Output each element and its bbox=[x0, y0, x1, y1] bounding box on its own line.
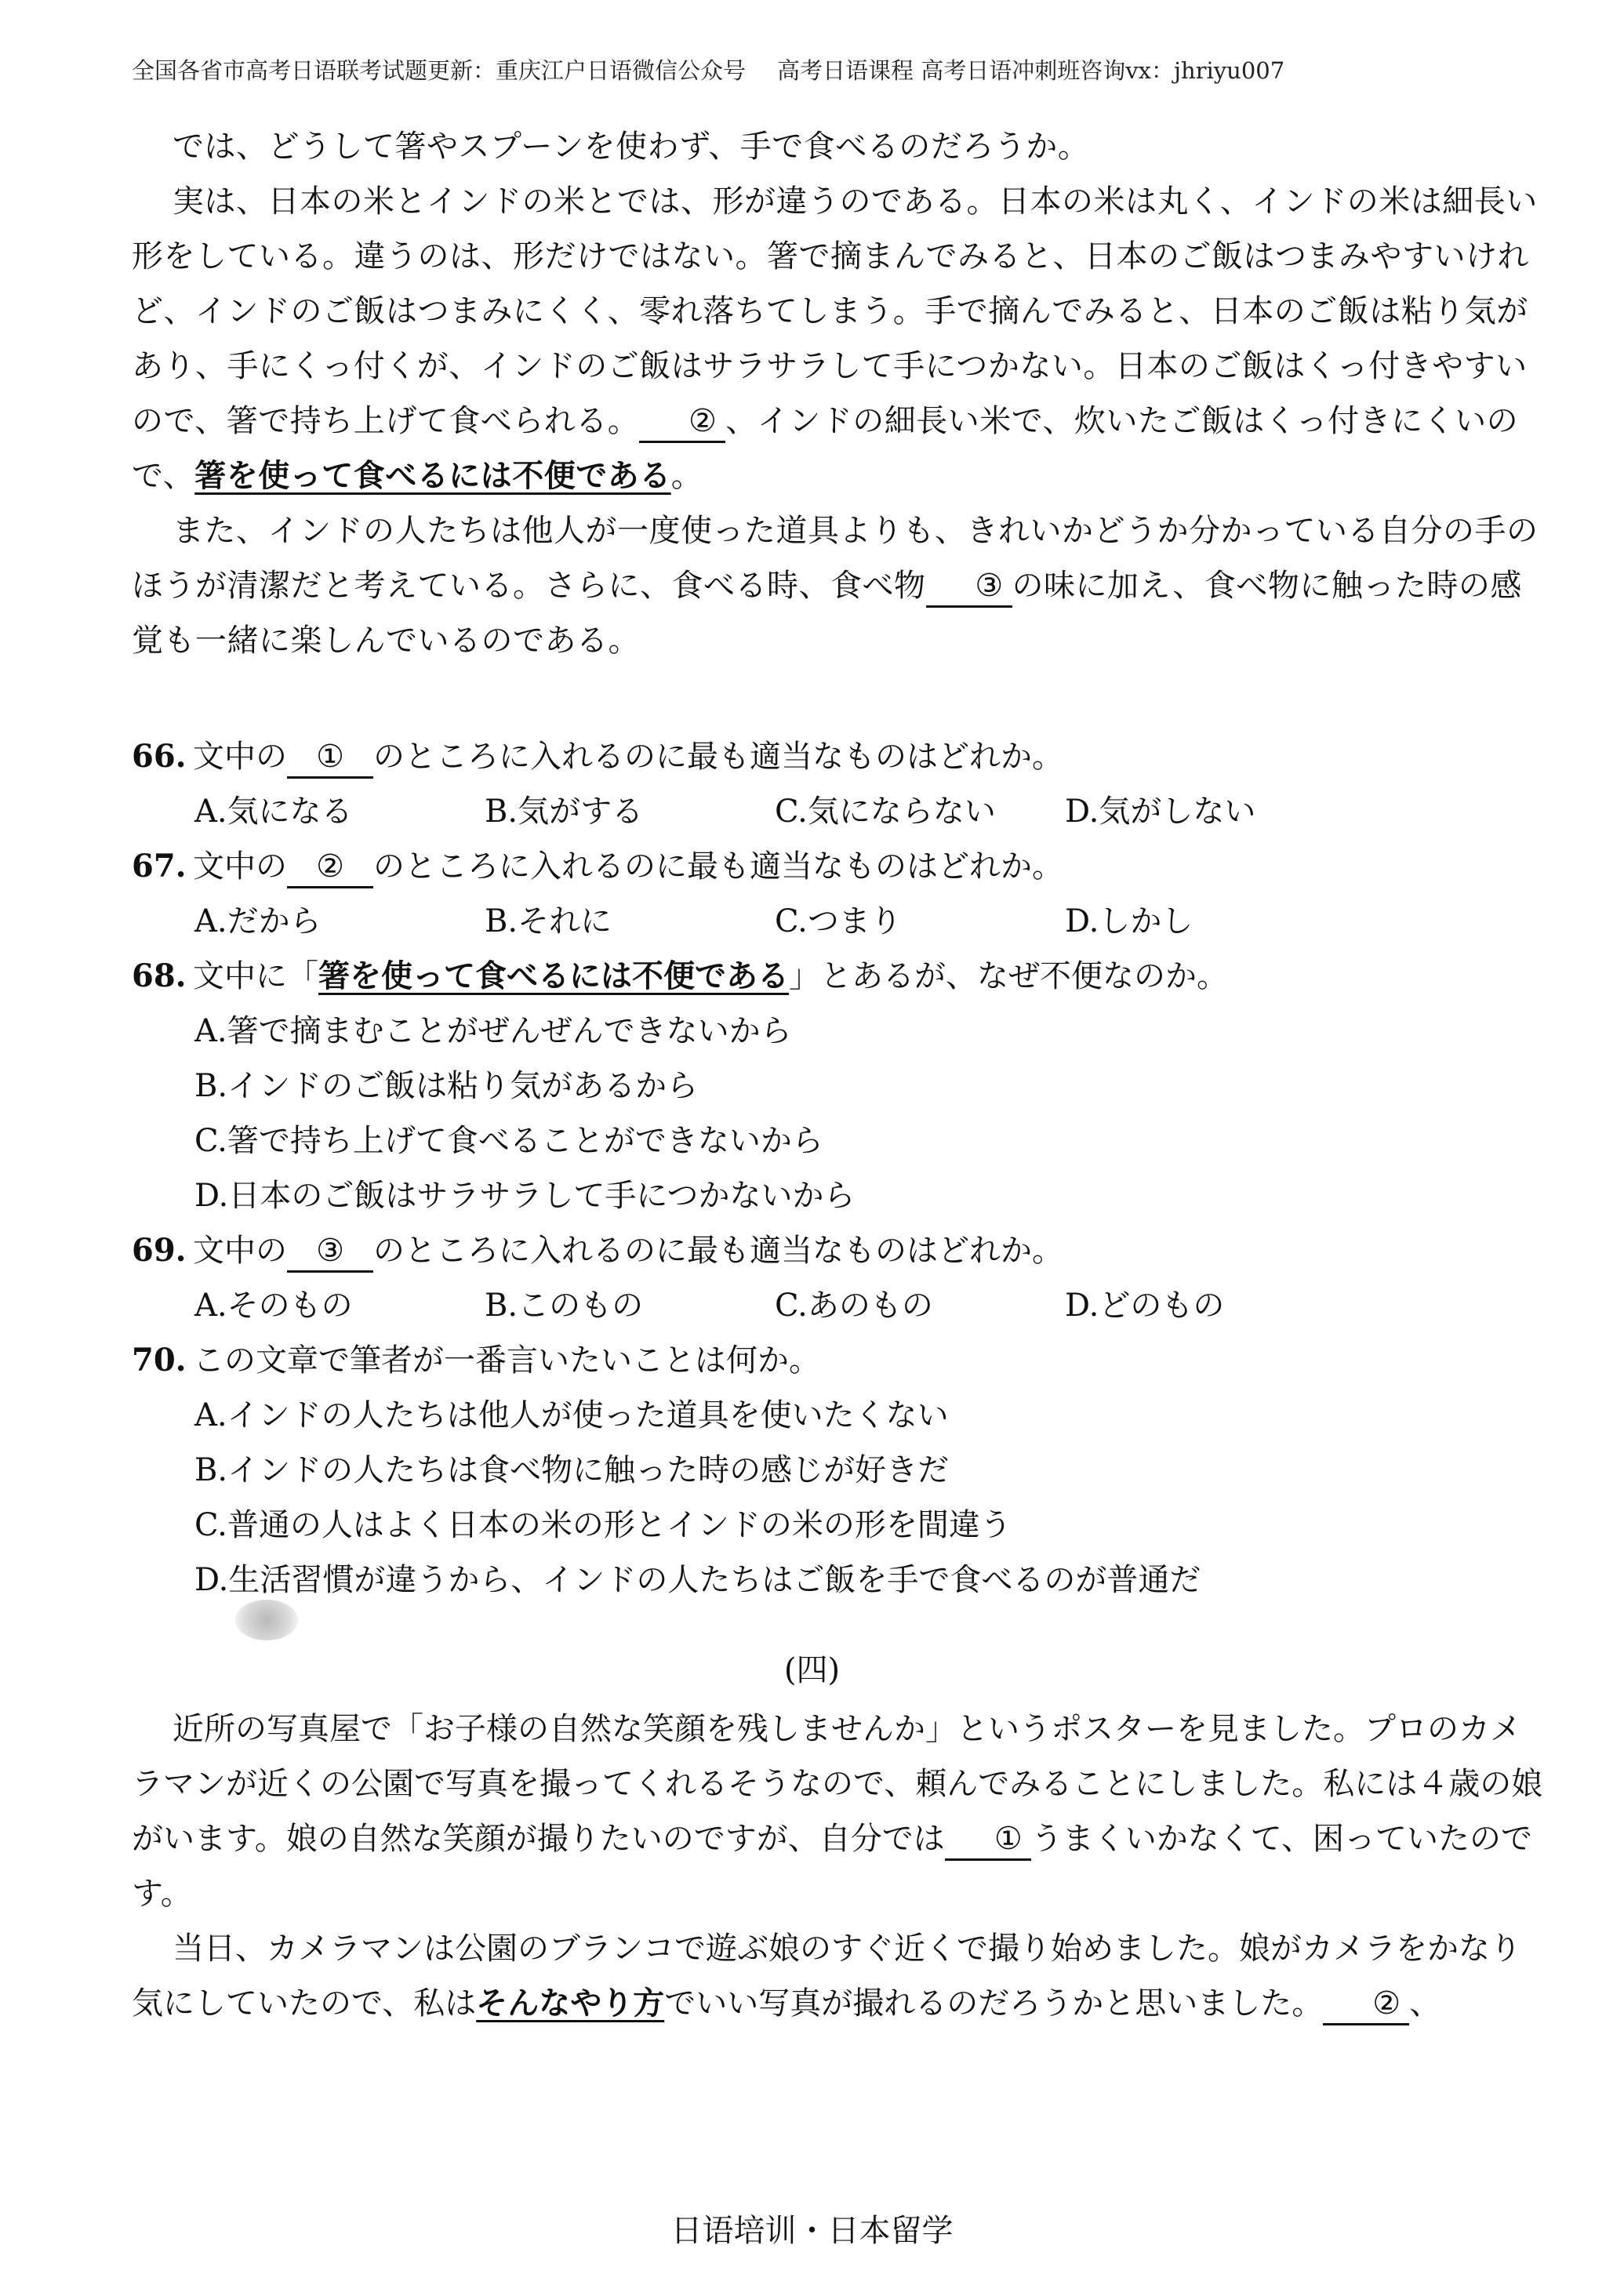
question-blank: ① bbox=[287, 737, 373, 779]
underlined-phrase: 箸を使って食べるには不便である bbox=[194, 457, 671, 494]
question-67-options bbox=[132, 894, 1543, 949]
option-a[interactable]: A.気になる bbox=[194, 794, 353, 830]
section-title: (四) bbox=[783, 1652, 841, 1688]
question-number: 67. bbox=[132, 848, 187, 885]
option-b[interactable]: B.インドのご飯は粘り気があるから bbox=[194, 1068, 699, 1104]
question-blank: ② bbox=[287, 847, 373, 888]
page-footer: 日语培训・日本留学 bbox=[670, 2213, 954, 2249]
question-text: 文中の ② のところに入れるのに最も適当なものはどれか。 bbox=[193, 839, 1063, 894]
question-list bbox=[132, 729, 1543, 1608]
option-d[interactable]: D.どのもの bbox=[1065, 1288, 1225, 1324]
option-c[interactable]: C.気にならない bbox=[775, 794, 996, 830]
underlined-phrase: そんなやり方 bbox=[476, 1985, 665, 2022]
question-68 bbox=[132, 949, 1543, 1004]
option-b[interactable]: B.インドの人たちは食べ物に触った時の感じが好きだ bbox=[194, 1452, 950, 1488]
option-a[interactable]: A.インドの人たちは他人が使った道具を使いたくない bbox=[194, 1397, 949, 1433]
option-d[interactable]: D.日本のご飯はサラサラして手につかないから bbox=[194, 1178, 856, 1214]
question-68-options bbox=[132, 1004, 1543, 1223]
option-a[interactable]: A.箸で摘まむことがぜんぜんできないから bbox=[194, 1013, 792, 1049]
question-text: この文章で筆者が一番言いたいことは何か。 bbox=[193, 1342, 820, 1379]
option-c[interactable]: C.普通の人はよく日本の米の形とインドの米の形を間違う bbox=[194, 1507, 1012, 1543]
header-left-text: 全国各省市高考日语联考试题更新：重庆江户日语微信公众号 bbox=[132, 57, 747, 84]
header-right-text: 高考日语课程 高考日语冲刺班咨询vx：jhriyu007 bbox=[777, 57, 1285, 84]
passage-paragraph-2: 実は、日本の米とインドの米とでは、形が違うのである。日本の米は丸く、インドの米は細長い形をしている。違うのは、形だけではない。箸で摘まんでみると、日本のご飯はつまみやすいけれど、インドのご飯はつまみにくく、零れ落ちてしまう。手で摘んでみると、日本のご飯は粘り気があり、手にくっ付くが、インドのご飯はサラサラして手につかない。日本のご飯はくっ付きやすいので、箸で持ち上げて食べられる。 ② 、インドの細長い米で、炊いたご飯はくっ付きにくいので、箸を使って食べるには不便である。 bbox=[132, 183, 1538, 494]
question-number: 66. bbox=[132, 738, 187, 775]
question-number: 69. bbox=[132, 1232, 187, 1269]
question-70-options bbox=[132, 1388, 1543, 1608]
option-d[interactable]: D.生活習慣が違うから、インドの人たちはご飯を手で食べるのが普通だ bbox=[194, 1562, 1201, 1598]
question-70 bbox=[132, 1333, 1543, 1388]
option-a[interactable]: A.だから bbox=[194, 903, 322, 939]
option-b[interactable]: B.このもの bbox=[485, 1288, 644, 1324]
option-a[interactable]: A.そのもの bbox=[194, 1288, 353, 1324]
question-66-options bbox=[132, 784, 1543, 839]
blank-2: ② bbox=[639, 401, 725, 443]
blank-3: ③ bbox=[926, 566, 1012, 608]
reading-passage-4 bbox=[132, 1702, 1543, 2031]
scan-smudge bbox=[235, 1600, 298, 1640]
option-d[interactable]: D.気がしない bbox=[1065, 794, 1256, 830]
option-d[interactable]: D.しかし bbox=[1065, 903, 1193, 939]
question-text: 文中の ① のところに入れるのに最も適当なものはどれか。 bbox=[193, 729, 1063, 784]
question-67 bbox=[132, 839, 1543, 894]
option-b[interactable]: B.気がする bbox=[485, 794, 644, 830]
option-c[interactable]: C.つまり bbox=[775, 903, 902, 939]
passage-paragraph-2: 当日、カメラマンは公園のブランコで遊ぶ娘のすぐ近くで撮り始めました。娘がカメラをかなり気にしていたので、私はそんなやり方でいい写真が撮れるのだろうかと思いました。 ② 、 bbox=[132, 1921, 1543, 2031]
question-66 bbox=[132, 729, 1543, 784]
passage-paragraph-1: では、どうして箸やスプーンを使わず、手で食べるのだろうか。 bbox=[173, 129, 1090, 165]
blank-1: ① bbox=[945, 1819, 1031, 1861]
option-c[interactable]: C.箸で持ち上げて食べることができないから bbox=[194, 1123, 823, 1159]
page-header bbox=[132, 55, 1543, 86]
question-number: 70. bbox=[132, 1342, 187, 1379]
question-text: 文中に「箸を使って食べるには不便である」とあるが、なぜ不便なのか。 bbox=[193, 957, 1228, 994]
question-blank: ③ bbox=[287, 1231, 373, 1273]
passage-paragraph-1: 近所の写真屋で「お子様の自然な笑顔を残しませんか」というポスターを見ました。プロのカメラマンが近くの公園で写真を撮ってくれるそうなので、頼んでみることにしました。私には４歳の娘がいます。娘の自然な笑顔が撮りたいのですが、自分では ① うまくいかなくて、困っていたのです。 bbox=[132, 1711, 1543, 1912]
question-69-options bbox=[132, 1278, 1543, 1333]
blank-2: ② bbox=[1323, 1984, 1409, 2025]
question-text: 文中の ③ のところに入れるのに最も適当なものはどれか。 bbox=[193, 1223, 1063, 1278]
option-b[interactable]: B.それに bbox=[485, 903, 612, 939]
option-c[interactable]: C.あのもの bbox=[775, 1288, 933, 1324]
reading-passage-3 bbox=[132, 119, 1543, 668]
question-69 bbox=[132, 1223, 1543, 1278]
passage-paragraph-3: また、インドの人たちは他人が一度使った道具よりも、きれいかどうか分かっている自分の手のほうが清潔だと考えている。さらに、食べる時、食べ物 ③ の味に加え、食べ物に触った時の感覚も一緒に楽しんでいるのである。 bbox=[132, 513, 1539, 659]
underlined-phrase: 箸を使って食べるには不便である bbox=[318, 957, 789, 994]
question-number: 68. bbox=[132, 957, 187, 994]
